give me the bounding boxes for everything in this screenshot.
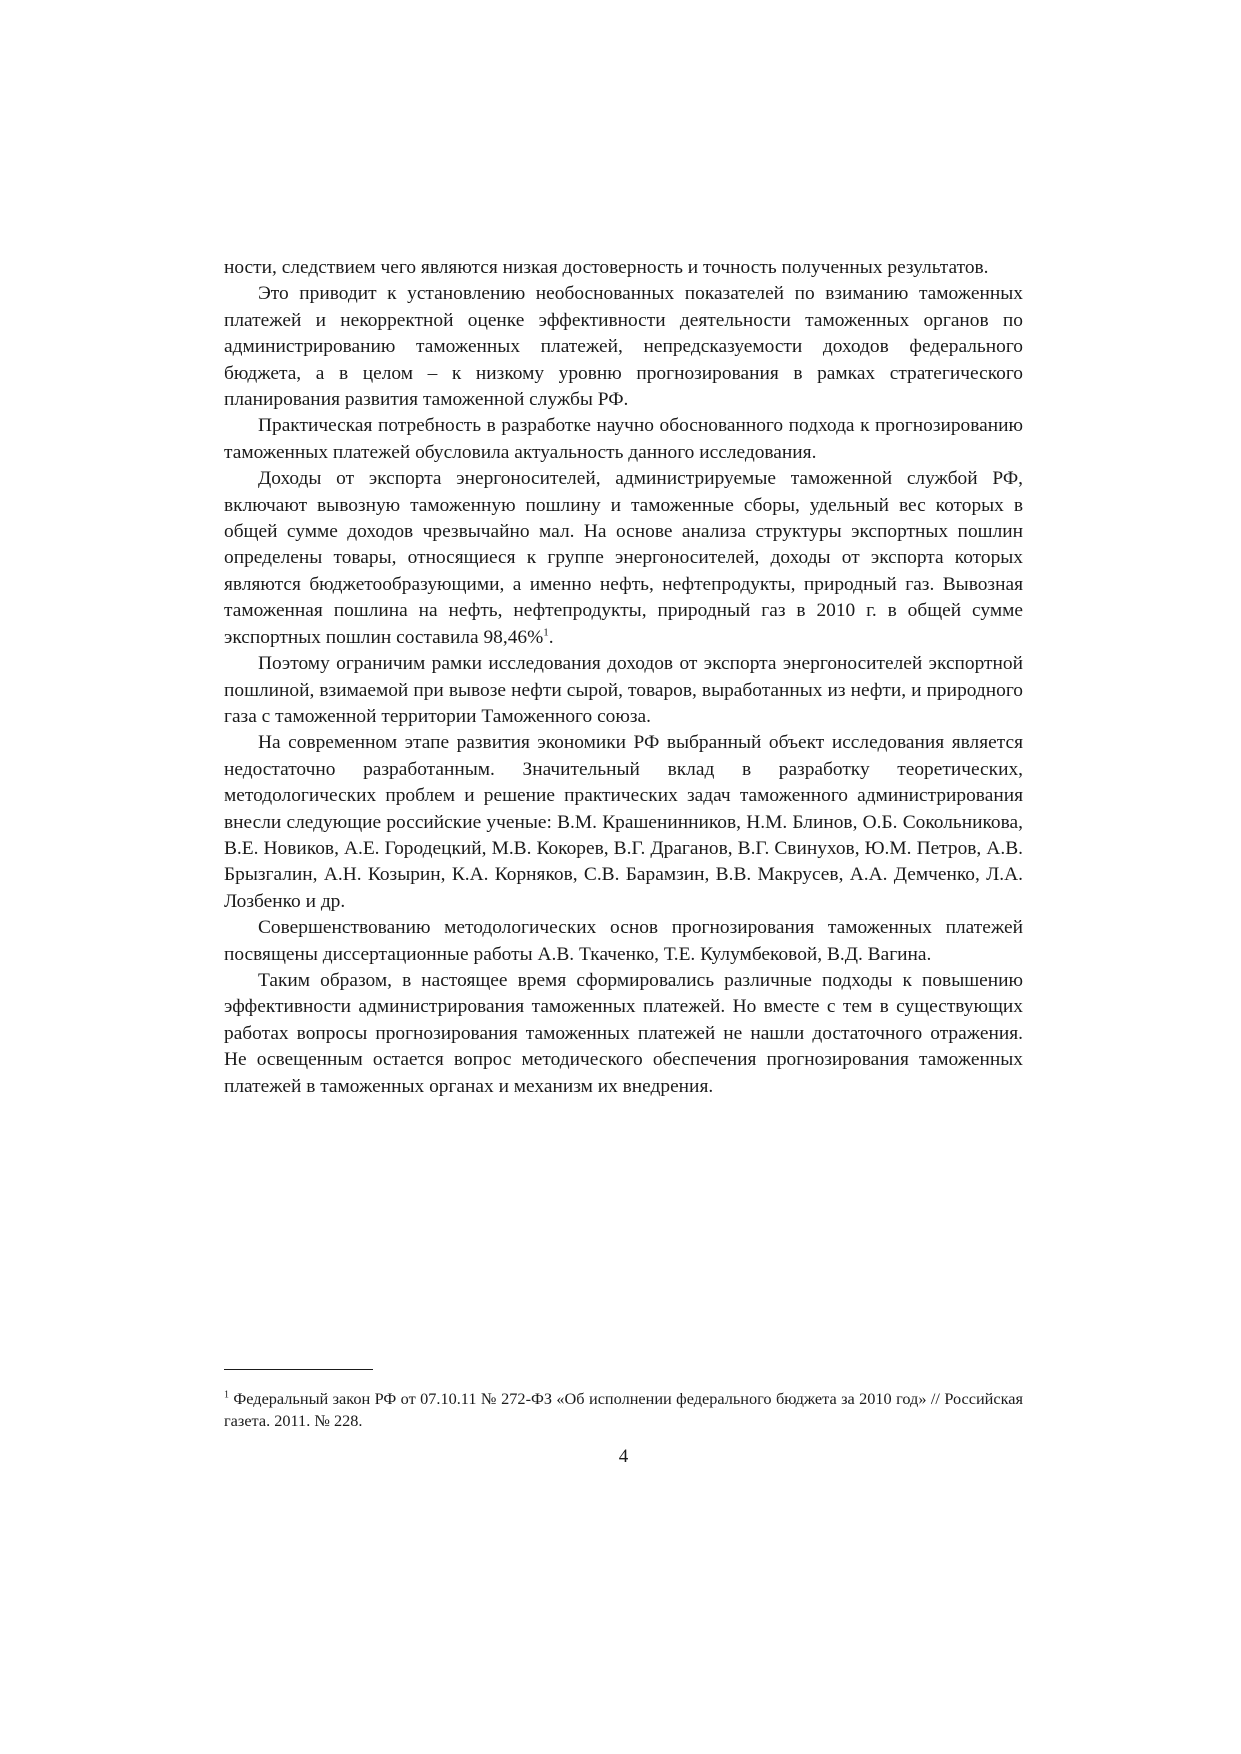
paragraph-4-text: Доходы от экспорта энергоносителей, администрируемые таможенной службой РФ, включают вывозную таможенную пошлину и таможенные сборы, удельный вес которых в общей сумме доходов чрезвычайно мал. На основе анализа структуры экспортных пошлин определены товары, относящиеся к группе энергоносителей, доходы от экспорта которых являются бюджетообразующими, а именно нефть, нефтепродукты, природный газ. Вывозная таможенная пошлина на нефть, нефтепродукты, природный газ в 2010 г. в общей сумме экспортных пошлин составила 98,46% (224, 468, 1023, 648)
body-text (224, 255, 1023, 1100)
footnote-text: Федеральный закон РФ от 07.10.11 № 272-ФЗ «Об исполнении федерального бюджета за 2010 год» // Российская газета. 2011. № 228. (224, 1389, 1023, 1430)
page-number: 4 (618, 1446, 629, 1467)
footnote-marker: 1 (224, 1389, 229, 1401)
paragraph-4-end: . (548, 626, 554, 648)
footnote (224, 1388, 1023, 1432)
paragraph-3: Практическая потребность в разработке научно обоснованного подхода к прогнозированию таможенных платежей обусловила актуальность данного исследования. (224, 415, 1023, 463)
paragraph-7: Совершенствованию методологических основ прогнозирования таможенных платежей посвящены диссертационные работы А.В. Ткаченко, Т.Е. Кулумбековой, В.Д. Вагина. (224, 917, 1023, 965)
paragraph-6: На современном этапе развития экономики РФ выбранный объект исследования является недостаточно разработанным. Значительный вклад в разработку теоретических, методологических проблем и решение практических задач таможенного администрирования внесли следующие российские ученые: В.М. Крашенинников, Н.М. Блинов, О.Б. Сокольникова, В.Е. Новиков, А.Е. Городецкий, М.В. Кокорев, В.Г. Драганов, В.Г. Свинухов, Ю.М. Петров, А.В. Брызгалин, А.Н. Козырин, К.А. Корняков, С.В. Барамзин, В.В. Макрусев, А.А. Демченко, Л.А. Лозбенко и др. (224, 732, 1023, 912)
footnote-reference[interactable]: 1 (543, 626, 549, 639)
paragraph-4 (224, 466, 1023, 651)
paragraph-8: Таким образом, в настоящее время сформировались различные подходы к повышению эффективности администрирования таможенных платежей. Но вместе с тем в существующих работах вопросы прогнозирования таможенных платежей не нашли достаточного отражения. Не освещенным остается вопрос методического обеспечения прогнозирования таможенных платежей в таможенных органах и механизм их внедрения. (224, 969, 1023, 1097)
footnote-divider (224, 1369, 373, 1370)
paragraph-2: Это приводит к установлению необоснованных показателей по взиманию таможенных платежей и некорректной оценке эффективности деятельности таможенных органов по администрированию таможенных платежей, непредсказуемости доходов федерального бюджета, а в целом – к низкому уровню прогнозирования в рамках стратегического планирования развития таможенной службы РФ. (224, 283, 1023, 411)
paragraph-5: Поэтому ограничим рамки исследования доходов от экспорта энергоносителей экспортной пошлиной, взимаемой при вывозе нефти сырой, товаров, выработанных из нефти, и природного газа с таможенной территории Таможенного союза. (224, 653, 1023, 727)
paragraph-1: ности, следствием чего являются низкая достоверность и точность полученных результатов. (224, 257, 989, 278)
